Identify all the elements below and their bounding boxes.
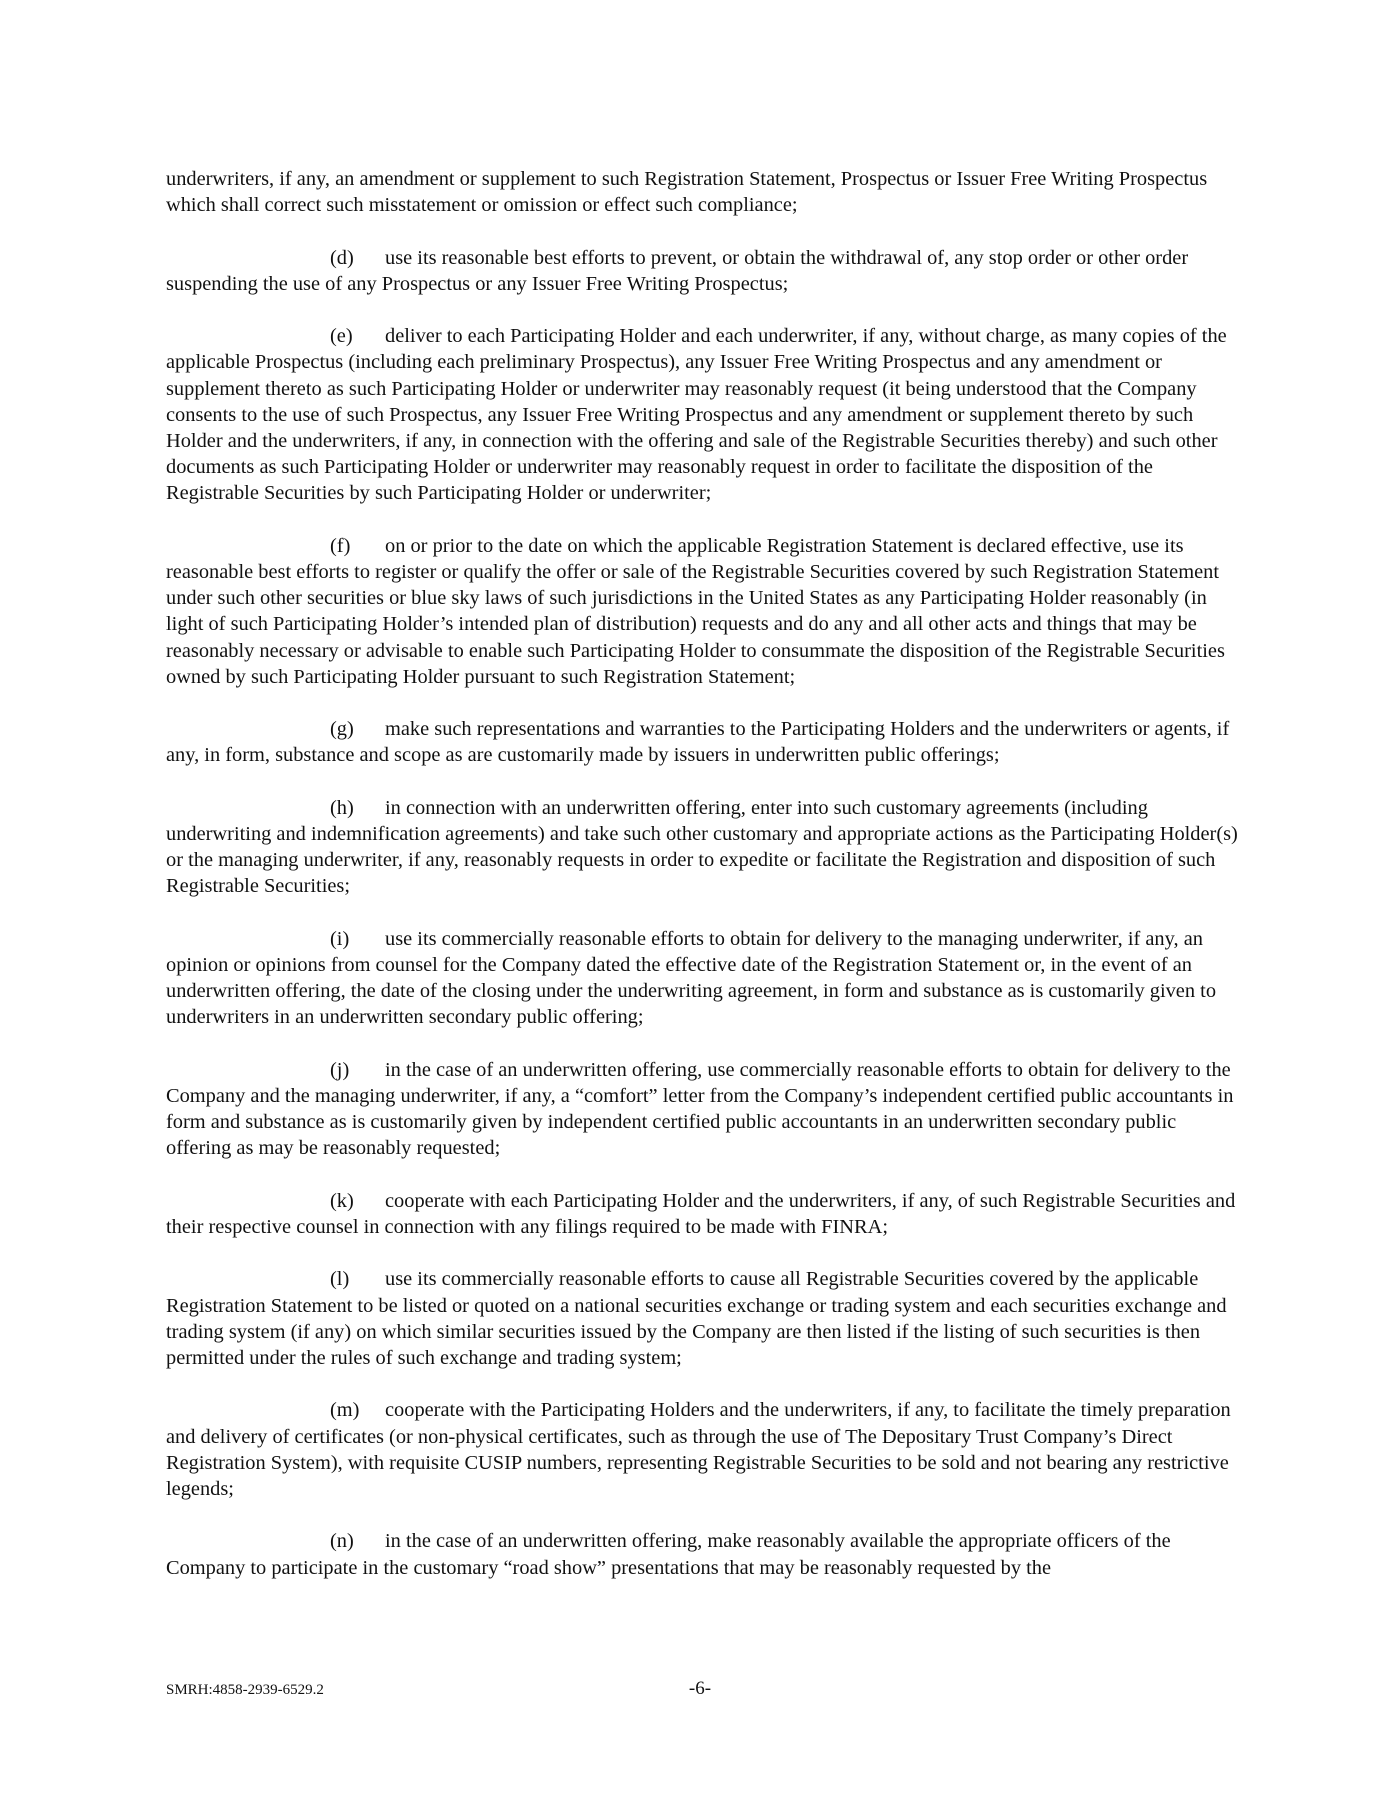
footer-page-number: -6- (688, 1678, 712, 1699)
clause-h (166, 795, 1242, 900)
clause-marker: (k) (330, 1189, 354, 1212)
clause-i (166, 926, 1242, 1031)
clause-text: use its commercially reasonable efforts to obtain for delivery to the managing underwriter, if any, an opinion or opinions from counsel for the Company dated the effective date of the Registration Statement or, in the event of an underwritten offering, the date of the closing under the underwriting agreement, in form and substance as is customarily given to underwriters in an underwritten secondary public offering; (166, 927, 1217, 1029)
clause-n (166, 1528, 1242, 1580)
clause-text: use its commercially reasonable efforts to cause all Registrable Securities covered by the applicable Registration Statement to be listed or quoted on a national securities exchange or trading system and each securities exchange and trading system (if any) on which similar securities issued by the Company are then listed if the listing of such securities is then permitted under the rules of such exchange and trading system; (166, 1268, 1227, 1369)
clause-l (166, 1266, 1242, 1371)
clause-text: use its reasonable best efforts to prevent, or obtain the withdrawal of, any stop order or other order suspending the use of any Prospectus or any Issuer Free Writing Prospectus; (166, 246, 1189, 295)
clause-marker: (f) (330, 534, 351, 557)
clause-k (166, 1188, 1242, 1240)
clause-text: in the case of an underwritten offering, make reasonably available the appropriate officers of the Company to participate in the customary “road show” presentations that may be reasonably requested by the (166, 1530, 1171, 1579)
clause-marker: (d) (330, 246, 354, 269)
clause-text: deliver to each Participating Holder and each underwriter, if any, without charge, as many copies of the applicable Prospectus (including each preliminary Prospectus), any Issuer Free Writing Prospectus and any amendment or supplement thereto as such Participating Holder or underwriter may reasonably request (it being understood that the Company consents to the use of such Prospectus, any Issuer Free Writing Prospectus and any amendment or supplement thereto by such Holder and the underwriters, if any, in connection with the offering and sale of the Registrable Securities thereby) and such other documents as such Participating Holder or underwriter may reasonably request in order to facilitate the disposition of the Registrable Securities by such Participating Holder or underwriter; (166, 325, 1227, 505)
footer-document-id: SMRH:4858-2939-6529.2 (166, 1682, 324, 1698)
clause-text: in connection with an underwritten offering, enter into such customary agreements (including underwriting and indemnification agreements) and take such other customary and appropriate actions as the Participating Holder(s) or the managing underwriter, if any, reasonably requests in order to expedite or facilitate the Registration and disposition of such Registrable Securities; (166, 796, 1238, 898)
clause-text: cooperate with the Participating Holders and the underwriters, if any, to facilitate the timely preparation and delivery of certificates (or non-physical certificates, such as through the use of The Depositary Trust Company’s Direct Registration System), with requisite CUSIP numbers, representing Registrable Securities to be sold and not bearing any restrictive legends; (166, 1399, 1231, 1500)
clause-text: make such representations and warranties to the Participating Holders and the underwriters or agents, if any, in form, substance and scope as are customarily made by issuers in underwritten public offerings; (166, 718, 1230, 767)
clause-j (166, 1057, 1242, 1162)
clause-marker: (i) (330, 927, 350, 950)
clause-g (166, 716, 1242, 768)
clause-marker: (g) (330, 718, 354, 741)
clause-text: on or prior to the date on which the applicable Registration Statement is declared effective, use its reasonable best efforts to register or qualify the offer or sale of the Registrable Securities covered by such Registration Statement under such other securities or blue sky laws of such jurisdictions in the United States as any Participating Holder reasonably (in light of such Participating Holder’s intended plan of distribution) requests and do any and all other acts and things that may be reasonably necessary or advisable to enable such Participating Holder to consummate the disposition of the Registrable Securities owned by such Participating Holder pursuant to such Registration Statement; (166, 534, 1225, 688)
clause-marker: (l) (330, 1268, 350, 1291)
clause-marker: (n) (330, 1530, 354, 1553)
clause-marker: (m) (330, 1399, 360, 1422)
document-body (166, 166, 1242, 1607)
clause-marker: (e) (330, 325, 353, 348)
clause-f (166, 533, 1242, 690)
clause-text: cooperate with each Participating Holder and the underwriters, if any, of such Registrable Securities and their respective counsel in connection with any filings required to be made with FINRA; (166, 1189, 1236, 1238)
clause-d (166, 245, 1242, 297)
clause-e (166, 323, 1242, 506)
clause-m (166, 1397, 1242, 1502)
clause-marker: (j) (330, 1058, 350, 1081)
clause-text: in the case of an underwritten offering, use commercially reasonable efforts to obtain for delivery to the Company and the managing underwriter, if any, a “comfort” letter from the Company’s independent certified public accountants in form and substance as is customarily given by independent certified public accountants in an underwritten secondary public offering as may be reasonably requested; (166, 1058, 1234, 1160)
clause-marker: (h) (330, 796, 354, 819)
continuation-paragraph: underwriters, if any, an amendment or supplement to such Registration Statement, Prospectus or Issuer Free Writing Prospectus which shall correct such misstatement or omission or effect such compliance; (166, 168, 1208, 217)
